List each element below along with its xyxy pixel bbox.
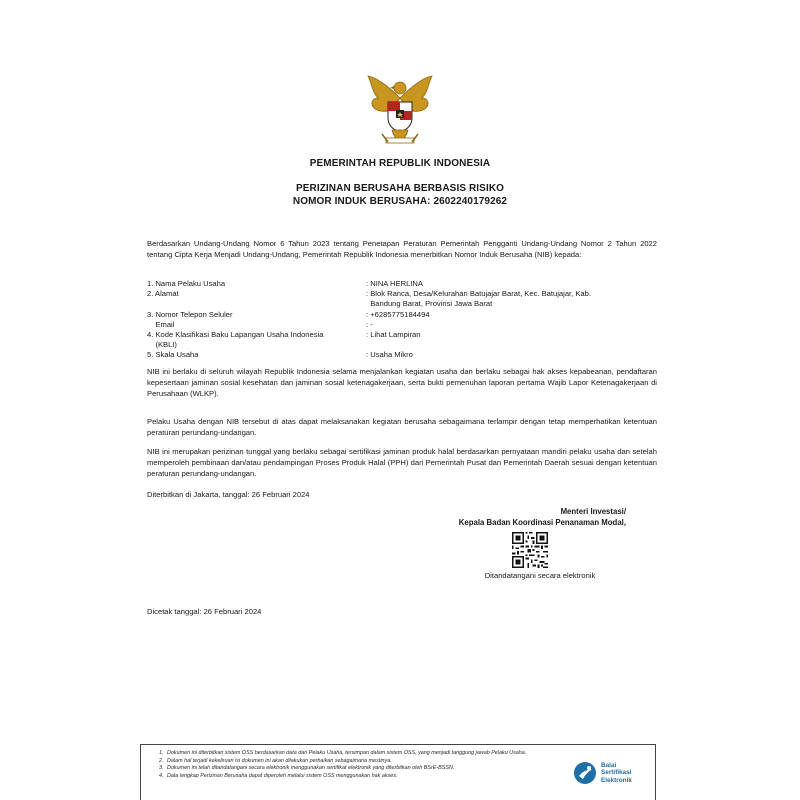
garuda-emblem-icon [360, 68, 440, 148]
issued-date: Diterbitkan di Jakarta, tanggal: 26 Februari 2024 [147, 490, 310, 499]
field-value: : Lihat Lampiran [366, 330, 421, 340]
footer-notes [151, 750, 569, 780]
field-value: : +6285775184494 [366, 309, 430, 319]
bsre-line: Elektronik [601, 776, 632, 784]
field-label: 5. Skala Usaha [147, 350, 199, 360]
footer-notes-box [140, 744, 656, 800]
field-row [147, 310, 657, 320]
field-value [366, 340, 657, 350]
permit-number: NOMOR INDUK BERUSAHA: 2602240179262 [292, 196, 508, 207]
field-label: 1. Nama Pelaku Usaha [147, 279, 226, 288]
field-label: (KBLI) [147, 340, 177, 350]
footer-note: 4. Data lengkap Perizinan Berusaha dapat diperoleh melalui sistem OSS menggunakan hak akses. [165, 773, 569, 781]
field-row [147, 279, 657, 289]
field-value: Bandung Barat, Provinsi Jawa Barat [366, 299, 493, 309]
halal-paragraph: NIB ini merupakan perizinan tunggal yang berlaku sebagai sertifikasi jaminan produk halal berdasarkan pernyataan mandiri pelaku usaha dan setelah memperoleh pembinaan dan/atau pendampingan Proses Produk Halal (PPH) dari Pemerintah Pusat dan Pemerintah Daerah sesuai dengan ketentuan peraturan perundang-undangan. [147, 447, 657, 478]
field-label [147, 299, 366, 309]
field-row [147, 330, 657, 340]
business-details [147, 279, 657, 361]
footer-note: 1. Dokumen ini diterbitkan sistem OSS berdasarkan data dari Pelaku Usaha, tersimpan dalam sistem OSS, yang menjadi tanggung jawab Pelaku Usaha. [165, 750, 569, 758]
field-row [147, 289, 657, 299]
field-row [147, 320, 657, 330]
electronic-signature-note: Ditandatangani secara elektronik [484, 571, 596, 580]
signer-title-line2: Kepala Badan Koordinasi Penanaman Modal, [458, 518, 626, 527]
field-label: 4. Kode Klasifikasi Baku Lapangan Usaha Indonesia [147, 330, 324, 340]
bsre-line: Sertifikasi [601, 769, 632, 777]
bsre-logo-icon [573, 761, 597, 785]
field-value: : Usaha Mikro [366, 350, 413, 360]
printed-date: Dicetak tanggal: 26 Februari 2024 [147, 607, 262, 616]
field-label: Email [147, 319, 175, 329]
field-value: : - [366, 319, 373, 329]
field-value: : Blok Ranca, Desa/Kelurahan Batujajar Barat, Kec. Batujajar, Kab. [366, 289, 591, 299]
bsre-text [601, 762, 632, 784]
field-row [147, 350, 657, 360]
field-row [147, 340, 657, 350]
bsre-line: Balai [601, 762, 617, 770]
activity-paragraph: Pelaku Usaha dengan NIB tersebut di atas dapat melaksanakan kegiatan berusaha sebagaimana terlampir dengan tetap memperhatikan ketentuan peraturan perundang-undangan. [147, 417, 657, 437]
qr-code-icon [512, 532, 548, 568]
intro-paragraph: Berdasarkan Undang-Undang Nomor 6 Tahun 2023 tentang Penetapan Peraturan Pemerintah Pengganti Undang-Undang Nomor 2 Tahun 2022 tentang Cipta Kerja Menjadi Undang-Undang, Pemerintah Republik Indonesia menerbitkan Nomor Induk Berusaha (NIB) kepada: [147, 239, 657, 259]
signer-title-line1: Menteri Investasi/ [560, 507, 626, 516]
validity-paragraph: NIB ini berlaku di seluruh wilayah Republik Indonesia selama menjalankan kegiatan usaha dan berlaku sebagai hak akses kepabeanan, pendaftaran kepesertaan jaminan sosial kesehatan dan jaminan sosial ketenagakerjaan, serta bukti pemenuhan laporan pertama Wajib Lapor Ketenagakerjaan di Perusahaan (WLKP). [147, 367, 657, 398]
footer-note: 2. Dalam hal terjadi kekeliruan isi dokumen ini akan dilakukan perbaikan sebagaimana mestinya. [165, 758, 569, 766]
field-row [147, 299, 657, 309]
field-value: : NINA HERLINA [366, 279, 423, 288]
signature-block [432, 506, 626, 528]
permit-title: PERIZINAN BERUSAHA BERBASIS RISIKO [295, 183, 505, 194]
government-title: PEMERINTAH REPUBLIK INDONESIA [309, 158, 491, 169]
field-label: 3. Nomor Telepon Seluler [147, 309, 233, 319]
bsre-logo [573, 757, 653, 789]
footer-note: 3. Dokumen ini telah ditandatangani secara elektronik menggunakan sertifikat elektronik yang diterbitkan oleh BSrE-BSSN. [165, 765, 569, 773]
field-label: 2. Alamat [147, 289, 179, 299]
